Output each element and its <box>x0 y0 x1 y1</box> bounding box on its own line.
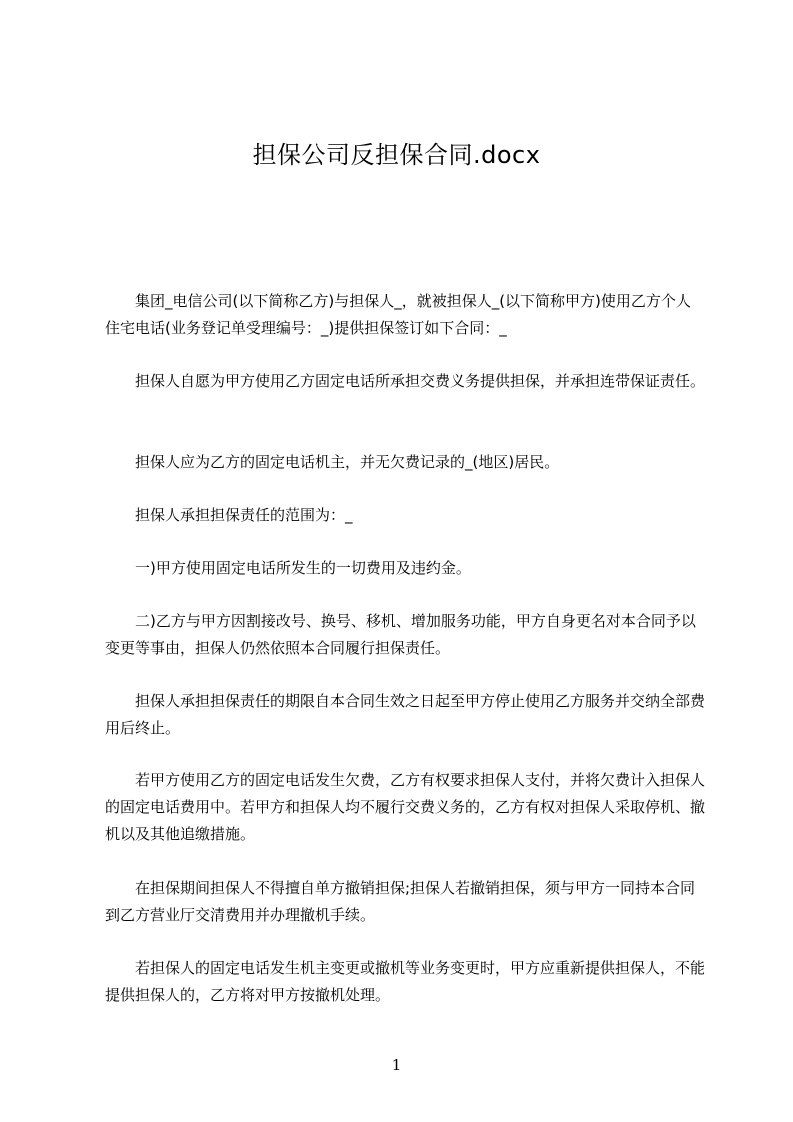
paragraph-text: 二)乙方与甲方因割接改号、换号、移机、增加服务功能，甲方自身更名对本合同予以变更等事由，担保人仍然依照本合同履行担保责任。 <box>105 612 696 657</box>
paragraph-text: 担保人自愿为甲方使用乙方固定电话所承担交费义务提供担保，并承担连带保证责任。 <box>135 372 706 390</box>
paragraph-text: 集团_电信公司(以下简称乙方)与担保人_，就被担保人_(以下简称甲方)使用乙方个人住宅电话(业务登记单受理编号：_)提供担保签订如下合同：_ <box>105 292 691 337</box>
paragraph-text: 担保人承担担保责任的期限自本合同生效之日起至甲方停止使用乙方服务并交纳全部费用后终止。 <box>105 692 706 737</box>
paragraph-text: 一)甲方使用固定电话所发生的一切费用及违约金。 <box>135 559 471 577</box>
paragraph-text: 担保人承担担保责任的范围为：_ <box>135 506 353 524</box>
paragraph-arrears <box>105 767 705 848</box>
paragraph-item-one <box>105 555 705 582</box>
paragraph-text: 若担保人的固定电话发生机主变更或撤机等业务变更时，甲方应重新提供担保人，不能提供担保人的，乙方将对甲方按撤机处理。 <box>105 959 706 1004</box>
paragraph-parties <box>105 288 705 342</box>
paragraph-revocation <box>105 875 705 929</box>
page-number: 1 <box>391 1056 402 1074</box>
paragraph-text: 若甲方使用乙方的固定电话发生欠费，乙方有权要求担保人支付，并将欠费计入担保人的固定电话费用中。若甲方和担保人均不履行交费义务的，乙方有权对担保人采取停机、撤机以及其他追缴措施。 <box>105 771 706 843</box>
paragraph-guarantee-scope <box>105 368 705 395</box>
paragraph-owner-change <box>105 955 705 1009</box>
document-title: 担保公司反担保合同.docx <box>252 141 541 169</box>
paragraph-text: 担保人应为乙方的固定电话机主，并无欠费记录的_(地区)居民。 <box>135 453 560 471</box>
paragraph-item-two <box>105 608 705 662</box>
paragraph-liability-range <box>105 502 705 529</box>
paragraph-liability-period <box>105 688 705 742</box>
paragraph-guarantor-qualification <box>105 449 705 476</box>
paragraph-text: 在担保期间担保人不得擅自单方撤销担保;担保人若撤销担保，须与甲方一同持本合同到乙方营业厅交清费用并办理撤机手续。 <box>105 879 696 924</box>
